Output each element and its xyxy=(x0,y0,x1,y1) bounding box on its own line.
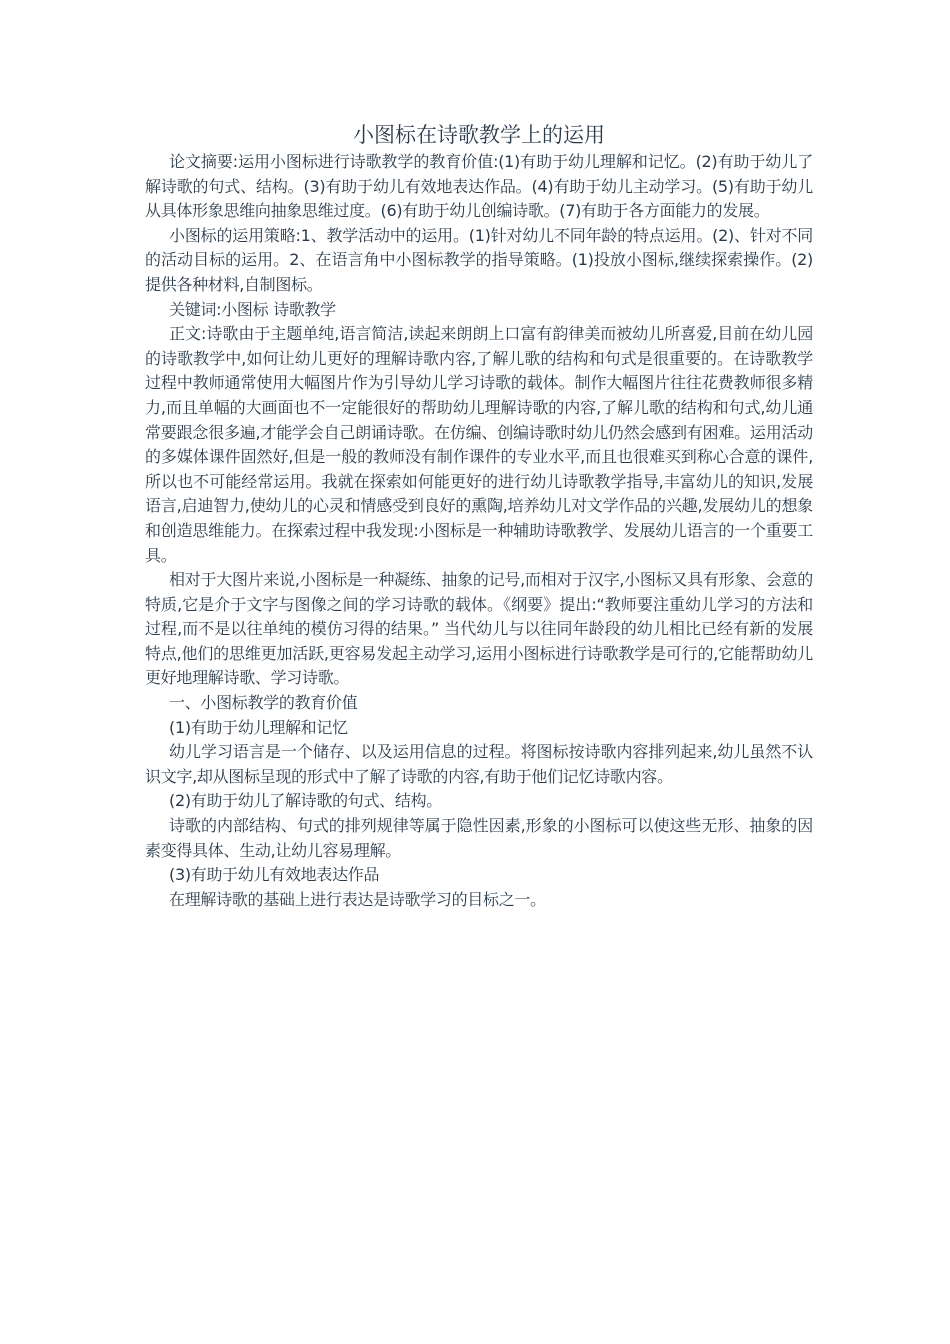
abstract-paragraph: 论文摘要:运用小图标进行诗歌教学的教育价值:(1)有助于幼儿理解和记忆。(2)有助于幼儿了解诗歌的句式、结构。(3)有助于幼儿有效地表达作品。(4)有助于幼儿主动学习。(5)有助于幼儿从具体形象思维向抽象思维过度。(6)有助于幼儿创编诗歌。(7)有助于各方面能力的发展。 xyxy=(145,152,813,221)
document-page xyxy=(145,120,813,912)
subheading-1: (1)有助于幼儿理解和记忆 xyxy=(169,717,348,737)
body-paragraph-2: 诗歌的内部结构、句式的排列规律等属于隐性因素,形象的小图标可以使这些无形、抽象的因素变得具体、生动,让幼儿容易理解。 xyxy=(145,816,813,860)
body-paragraph-1: 幼儿学习语言是一个储存、以及运用信息的过程。将图标按诗歌内容排列起来,幼儿虽然不认识文字,却从图标呈现的形式中了解了诗歌的内容,有助于他们记忆诗歌内容。 xyxy=(145,742,813,786)
body-paragraph-3: 在理解诗歌的基础上进行表达是诗歌学习的目标之一。 xyxy=(169,889,546,909)
keywords-paragraph: 关键词:小图标 诗歌教学 xyxy=(169,299,336,319)
strategy-paragraph: 小图标的运用策略:1、教学活动中的运用。(1)针对幼儿不同年龄的特点运用。(2)、针对不同的活动目标的运用。2、在语言角中小图标教学的指导策略。(1)投放小图标,继续探索操作。(2)提供各种材料,自制图标。 xyxy=(145,225,813,294)
subheading-2: (2)有助于幼儿了解诗歌的句式、结构。 xyxy=(169,791,442,811)
body-paragraph-intro: 正文:诗歌由于主题单纯,语言简洁,读起来朗朗上口富有韵律美而被幼儿所喜爱,目前在幼儿园的诗歌教学中,如何让幼儿更好的理解诗歌内容,了解儿歌的结构和句式是很重要的。在诗歌教学过程中教师通常使用大幅图片作为引导幼儿学习诗歌的载体。制作大幅图片往往花费教师很多精力,而且单幅的大画面也不一定能很好的帮助幼儿理解诗歌的内容,了解儿歌的结构和句式,幼儿通常要跟念很多遍,才能学会自己朗诵诗歌。在仿编、创编诗歌时幼儿仍然会感到有困难。运用活动的多媒体课件固然好,但是一般的教师没有制作课件的专业水平,而且也很难买到称心合意的课件,所以也不可能经常运用。我就在探索如何能更好的进行幼儿诗歌教学指导,丰富幼儿的知识,发展语言,启迪智力,使幼儿的心灵和情感受到良好的熏陶,培养幼儿对文学作品的兴趣,发展幼儿的想象和创造思维能力。在探索过程中我发现:小图标是一种辅助诗歌教学、发展幼儿语言的一个重要工具。 xyxy=(145,324,813,565)
section-heading-1: 一、小图标教学的教育价值 xyxy=(169,693,358,713)
subheading-3: (3)有助于幼儿有效地表达作品 xyxy=(169,865,380,885)
body-paragraph-comparison: 相对于大图片来说,小图标是一种凝练、抽象的记号,而相对于汉字,小图标又具有形象、会意的特质,它是介于文字与图像之间的学习诗歌的载体。《纲要》提出:“教师要注重幼儿学习的方法和过程,而不是以往单纯的模仿习得的结果。” 当代幼儿与以往同年龄段的幼儿相比已经有新的发展特点,他们的思维更加活跃,更容易发起主动学习,运用小图标进行诗歌教学是可行的,它能帮助幼儿更好地理解诗歌、学习诗歌。 xyxy=(145,570,813,688)
document-title: 小图标在诗歌教学上的运用 xyxy=(353,123,605,147)
